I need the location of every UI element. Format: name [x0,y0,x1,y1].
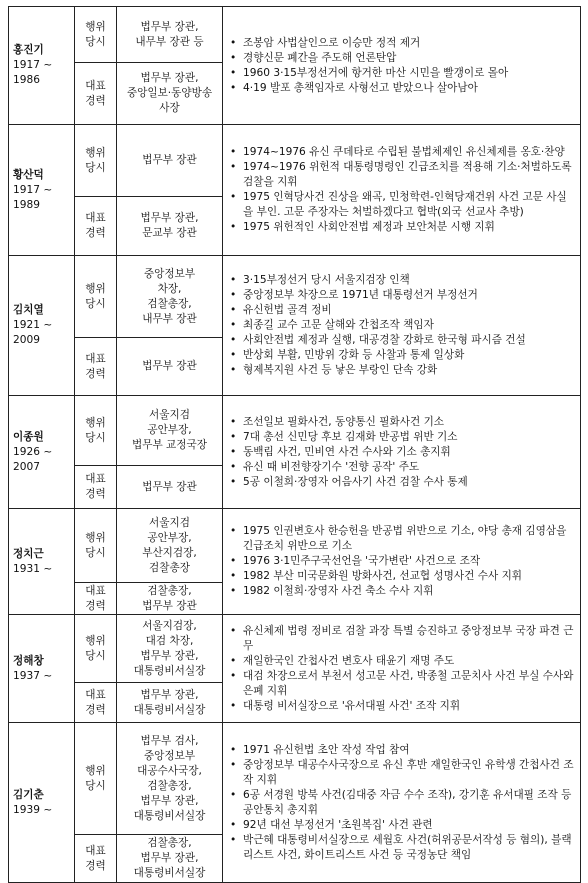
active-positions [117,256,223,338]
label-line: 행위 [85,764,106,777]
list-item: • 대검 차장으로서 부천서 성고문 사건, 박종철 고문치사 사건 부실 수사와 은폐 지휘 [227,669,576,699]
list-item: • 사회안전법 제정과 실행, 대공경찰 강화로 한국형 파시즘 건설 [227,333,576,348]
career-label [75,583,117,615]
active-positions [117,723,223,835]
position-line: 문교부 장관 [142,227,197,239]
position-line: 대통령비서실장 [133,664,206,677]
active-period-label [75,615,117,683]
position-line: 차장, [157,282,182,295]
officials-table [8,6,581,883]
person-name-cell [9,509,75,615]
active-positions [117,7,223,63]
label-line: 경력 [85,367,106,380]
person-name-cell [9,7,75,125]
activities-cell [223,396,581,509]
position-line: 법무부 장관, [140,212,199,224]
person-name-cell [9,723,75,883]
career-label [75,197,117,256]
position-line: 법무부 장관, [140,72,199,84]
active-positions [117,396,223,466]
label-line: 경력 [85,703,106,716]
table-row [9,256,581,338]
label-line: 경력 [85,488,106,500]
activities-cell [223,125,581,256]
position-line: 법무부 장관, [140,794,199,807]
position-line: 법무부 교정국장 [131,439,207,451]
label-line: 경력 [85,94,106,107]
active-positions [117,125,223,197]
list-item: • 1974~1976 위헌적 대통령명령인 긴급조치를 적용해 기소·처벌하도록 검찰을 지휘 [227,160,576,190]
person-name-cell [9,125,75,256]
list-item: • 4·19 발포 총책임자로 사형선고 받았으나 살아남아 [227,81,576,96]
activities-cell [223,615,581,723]
list-item: • 1974~1976 유신 쿠데타로 수립된 불법체제인 유신체제를 옹호·찬양 [227,145,576,160]
career-positions [117,835,223,883]
list-item: • 대통령 비서실장으로 '유서대필 사건' 조작 지휘 [227,699,576,714]
active-period-label [75,396,117,466]
label-line: 대표 [85,473,106,485]
activities-cell [223,723,581,883]
officials-table-body [9,7,581,883]
activities-list [227,624,576,714]
list-item: • 경향신문 폐간을 주도해 언론탄압 [227,51,576,66]
person-name: 이종원 [13,430,44,443]
activities-list [227,743,576,863]
list-item: • 유신헌법 골격 정비 [227,303,576,318]
label-line: 대표 [85,584,106,597]
position-line: 부산지검장, [142,546,197,559]
career-label [75,835,117,883]
career-label [75,683,117,723]
list-item: • 박근혜 대통령비서실장으로 세월호 사건(허위공문서작성 등 혐의), 블랙리스트 사건, 화이트리스트 사건 등 국정농단 책임 [227,833,576,863]
position-line: 서울지검 [149,516,190,529]
position-line: 공안부장, [147,424,192,436]
person-years: 1939 ~ [13,803,53,816]
list-item: • 중앙정보부 차장으로 1971년 대통령선거 부정선거 [227,288,576,303]
list-item: • 유신체제 법령 정비로 검찰 과장 특별 승진하고 중앙정보부 국장 파견 근무 [227,624,576,654]
activities-list [227,415,576,490]
person-years: 1937 ~ [13,669,53,682]
list-item: • 재일한국인 간첩사건 변호사 태윤기 재명 주도 [227,654,576,669]
position-line: 법무부 장관, [140,688,199,701]
table-row [9,7,581,63]
list-item: • 3·15부정선거 당시 서울지검장 인책 [227,273,576,288]
person-name-cell [9,615,75,723]
list-item: • 조선일보 필화사건, 동양통신 필화사건 기소 [227,415,576,430]
label-line: 행위 [85,146,106,159]
position-line: 대통령비서실장 [133,703,206,716]
position-line: 중앙정보부 [143,267,196,280]
career-label [75,63,117,125]
career-label [75,338,117,396]
label-line: 당시 [85,649,106,662]
position-line: 법무부 장관 [142,599,197,612]
activities-cell [223,509,581,615]
activities-cell [223,256,581,396]
career-label [75,466,117,509]
position-line: 법무부 장관, [140,20,199,33]
position-line: 법무부 검사, [140,734,199,747]
position-line: 법무부 장관 [142,154,197,166]
person-years: 2009 [13,334,40,346]
active-positions [117,615,223,683]
position-line: 대통령비서실장 [133,867,206,879]
label-line: 대표 [85,79,106,92]
position-line: 법무부 장관, [140,852,199,864]
active-period-label [75,509,117,583]
person-name: 김기춘 [13,788,44,801]
position-line: 대검 차장, [145,634,194,647]
label-line: 경력 [85,227,106,239]
label-line: 대표 [85,844,106,857]
person-years: 1986 [13,74,40,86]
label-line: 행위 [85,416,106,429]
position-line: 서울지검장, [142,619,197,632]
label-line: 대표 [85,352,106,365]
list-item: • 조봉암 사법살인으로 이승만 정적 제거 [227,36,576,51]
position-line: 내무부 장관 등 [135,35,204,48]
position-line: 검찰총장, [147,584,192,597]
person-years: 1926 ~ [13,445,53,458]
list-item: • 1960 3·15부정선거에 항거한 마산 시민을 빨갱이로 몰아 [227,66,576,81]
active-period-label [75,7,117,63]
list-item: • 중앙정보부 대공수사국장으로 유신 후반 재일한국인 유학생 간첩사건 조작 지휘 [227,758,576,788]
position-line: 공안부장, [147,531,192,544]
position-line: 법무부 장관, [140,649,199,662]
position-line: 중앙정보부 [143,749,196,762]
person-name: 홍진기 [13,44,44,56]
active-period-label [75,256,117,338]
position-line: 검찰총장 [149,561,190,574]
person-name-cell [9,396,75,509]
label-line: 행위 [85,531,106,544]
table-row [9,509,581,583]
person-name: 김치열 [13,304,44,316]
position-line: 검찰총장, [147,779,192,792]
list-item: • 7대 총선 신민당 후보 김재화 반공법 위반 기소 [227,430,576,445]
list-item: • 6공 서경원 방북 사건(김대중 자금 수수 조작), 강기훈 유서대필 조작 등 공안통치 총지휘 [227,788,576,818]
table-row [9,723,581,835]
active-positions [117,509,223,583]
career-positions [117,683,223,723]
position-line: 서울지검 [149,409,190,421]
list-item: • 반상회 부활, 민방위 강화 등 사찰과 통제 일상화 [227,348,576,363]
person-name: 황산덕 [13,168,44,181]
list-item: • 1971 유신헌법 초안 작성 작업 참여 [227,743,576,758]
list-item: • 1982 이철희·장영자 사건 축소 수사 지휘 [227,584,576,599]
position-line: 사장 [159,102,180,114]
label-line: 행위 [85,20,106,33]
position-line: 검찰총장, [147,297,192,310]
list-item: • 1982 부산 미국문화원 방화사건, 선교협 성명사건 수사 지휘 [227,569,576,584]
label-line: 당시 [85,546,106,559]
position-line: 대통령비서실장 [133,809,206,822]
position-line: 중앙일보·동양방송 [126,87,213,99]
career-positions [117,63,223,125]
label-line: 당시 [85,35,106,48]
person-years: 1931 ~ [13,562,53,575]
list-item: • 1975 위헌적인 사회안전법 제정과 보안처분 시행 지휘 [227,220,576,235]
position-line: 법무부 장관 [142,360,197,372]
list-item: • 1975 인권변호사 한승헌을 반공법 위반으로 기소, 야당 총재 김영삼을 긴급조치 위반으로 기소 [227,524,576,554]
person-name-cell [9,256,75,396]
activities-list [227,524,576,599]
label-line: 행위 [85,634,106,647]
label-line: 당시 [85,297,106,310]
position-line: 내무부 장관 [142,312,197,325]
activities-list [227,36,576,96]
list-item: • 동백림 사건, 민비연 사건 수사와 기소 총지휘 [227,445,576,460]
person-years: 1989 [13,198,40,211]
position-line: 법무부 장관 [142,480,197,493]
label-line: 대표 [85,688,106,701]
label-line: 대표 [85,212,106,224]
list-item: • 유신 때 비전향장기수 '전향 공작' 주도 [227,460,576,475]
activities-list [227,145,576,235]
table-row [9,125,581,197]
person-years: 1917 ~ [13,59,53,71]
career-positions [117,466,223,509]
list-item: • 1976 3·1민주구국선언을 '국가변란' 사건으로 조작 [227,554,576,569]
label-line: 당시 [85,779,106,792]
label-line: 경력 [85,859,106,872]
person-years: 1917 ~ [13,183,53,196]
career-positions [117,338,223,396]
person-name: 정치근 [13,547,44,560]
label-line: 경력 [85,599,106,612]
person-name: 정해창 [13,654,44,667]
active-period-label [75,723,117,835]
label-line: 당시 [85,161,106,174]
activities-list [227,273,576,378]
activities-cell [223,7,581,125]
person-years: 1921 ~ [13,319,53,331]
list-item: • 1975 인혁당사건 진상을 왜곡, 민청학련-인혁당재건위 사건 고문 사실을 부인. 고문 주장자는 처벌하겠다고 협박(외국 선교사 추방) [227,190,576,220]
list-item: • 92년 대선 부정선거 '초원복집' 사건 관련 [227,818,576,833]
position-line: 검찰총장, [147,837,192,849]
table-row [9,615,581,683]
person-years: 2007 [13,460,40,473]
table-row [9,396,581,466]
career-positions [117,583,223,615]
career-positions [117,197,223,256]
list-item: • 5공 이철희·장영자 어음사기 사건 검찰 수사 통제 [227,475,576,490]
list-item: • 최종길 교수 고문 살해와 간첩조작 책임자 [227,318,576,333]
list-item: • 형제복지원 사건 등 낳은 부랑인 단속 강화 [227,363,576,378]
position-line: 대공수사국장, [137,764,202,777]
label-line: 당시 [85,431,106,444]
label-line: 행위 [85,282,106,295]
active-period-label [75,125,117,197]
